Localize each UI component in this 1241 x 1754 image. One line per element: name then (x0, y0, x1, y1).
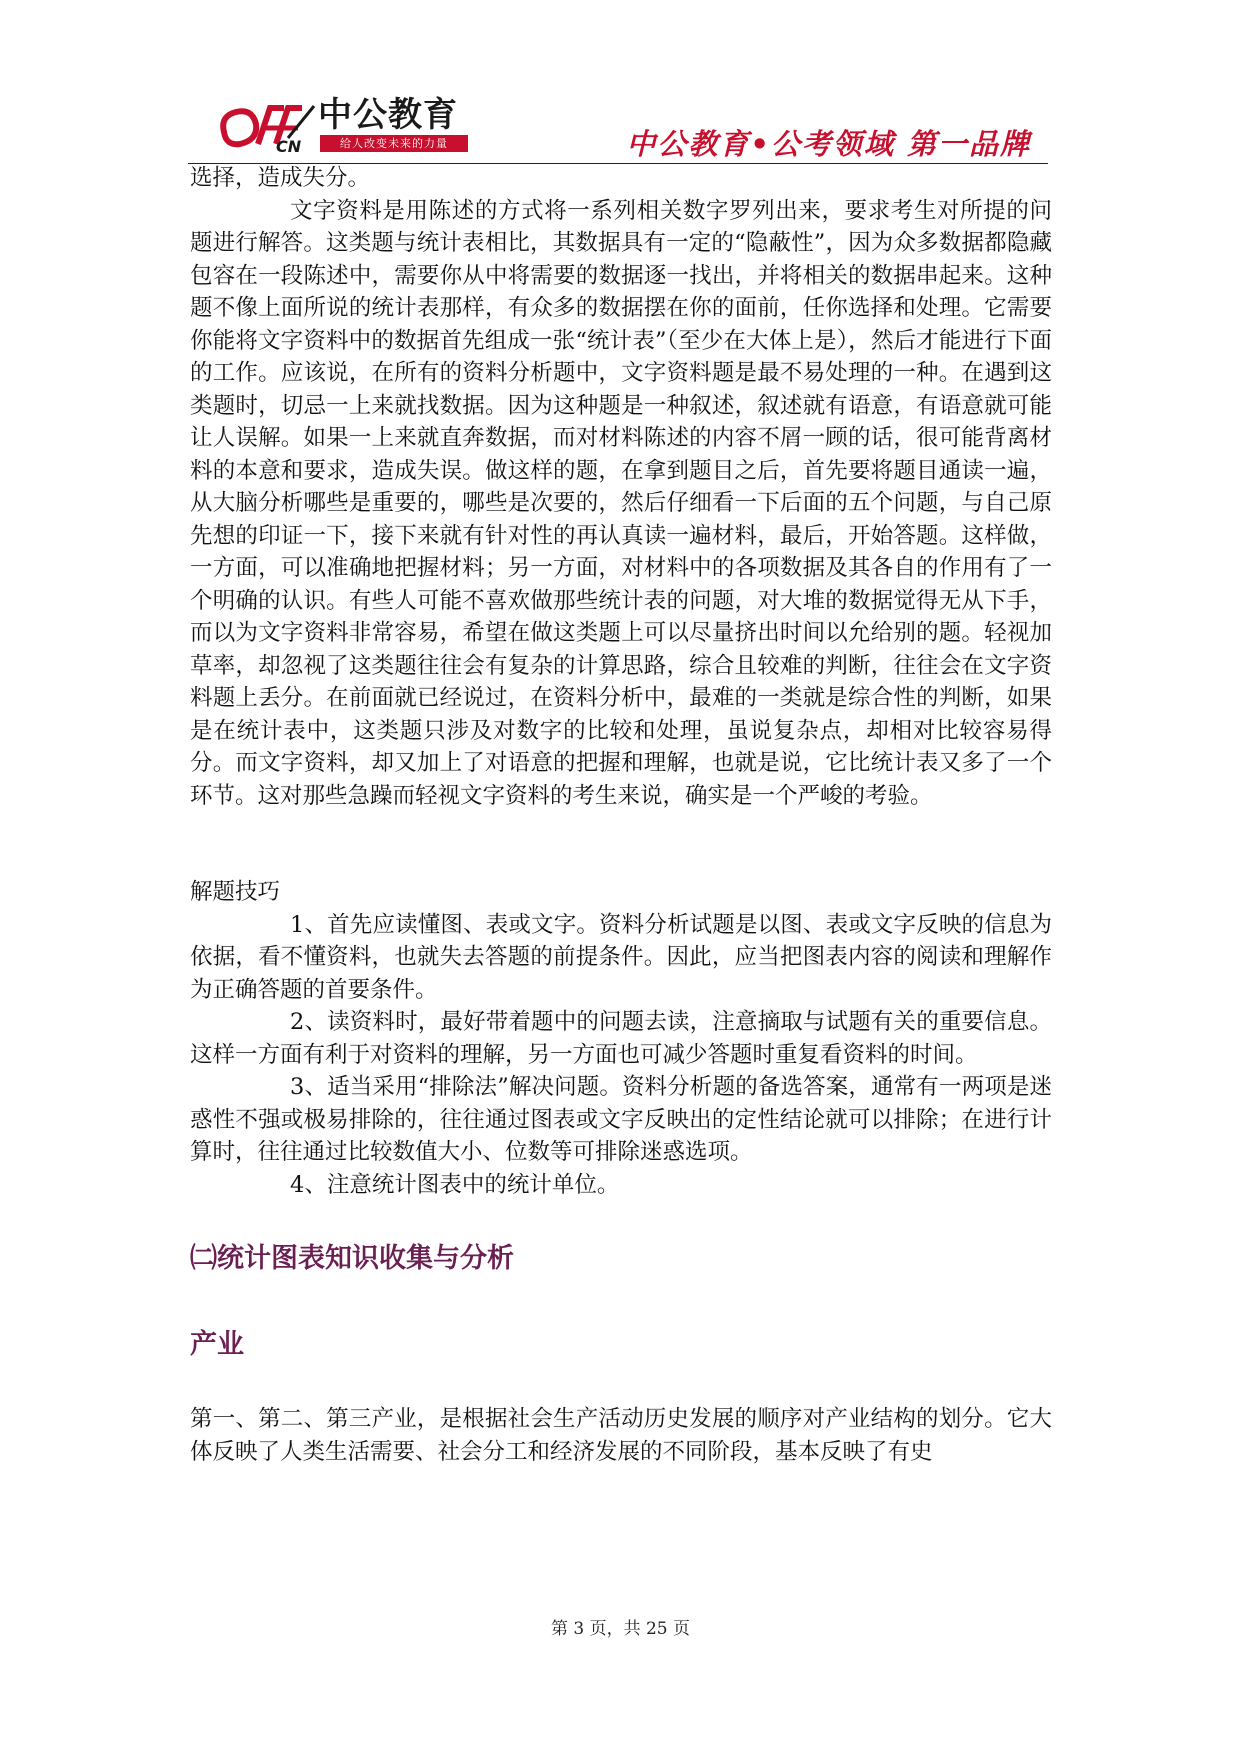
logo-tagline: 给人改变未来的力量 (320, 135, 468, 152)
paragraph-continued: 选择，造成失分。 (190, 165, 371, 191)
subsection-heading: 产业 (190, 1329, 244, 1360)
offcn-logo-icon (218, 98, 318, 154)
spacer (190, 1279, 1052, 1325)
spacer (190, 1201, 1052, 1239)
svg-text:CN: CN (276, 137, 302, 154)
page-number: 第 3 页，共 25 页 (550, 1619, 691, 1639)
paragraph-text-material: 文字资料是用陈述的方式将一系列相关数字罗列出来，要求考生对所提的问题进行解答。这类题与统计表相比，其数据具有一定的“隐蔽性”，因为众多数据都隐藏包容在一段陈述中，需要你从中将需要的数据逐一找出，并将相关的数据串起来。这种题不像上面所说的统计表那样，有众多的数据摆在你的面前，任你选择和处理。它需要你能将文字资料中的数据首先组成一张“统计表”（至少在大体上是），然后才能进行下面的工作。应该说，在所有的资料分析题中，文字资料题是最不易处理的一种。在遇到这类题时，切忌一上来就找数据。因为这种题是一种叙述，叙述就有语意，有语意就可能让人误解。如果一上来就直奔数据，而对材料陈述的内容不屑一顾的话，很可能背离材料的本意和要求，造成失误。做这样的题，在拿到题目之后，首先要将题目通读一遍，从大脑分析哪些是重要的，哪些是次要的，然后仔细看一下后面的五个问题，与自己原先想的印证一下，接下来就有针对性的再认真读一遍材料，最后，开始答题。这样做，一方面，可以准确地把握材料；另一方面，对材料中的各项数据及其各自的作用有了一个明确的认识。有些人可能不喜欢做那些统计表的问题，对大堆的数据觉得无从下手，而以为文字资料非常容易，希望在做这类题上可以尽量挤出时间以允给别的题。轻视加草率，却忽视了这类题往往会有复杂的计算思路，综合且较难的判断，往往会在文字资料题上丢分。在前面就已经说过，在资料分析中，最难的一类就是综合性的判断，如果是在统计表中，这类题只涉及对数字的比较和处理，虽说复杂点，却相对比较容易得分。而文字资料，却又加上了对语意的把握和理解，也就是说，它比统计表又多了一个环节。这对那些急躁而轻视文字资料的考生来说，确实是一个严峻的考验。 (190, 197, 1052, 809)
section-heading: ㈡统计图表知识收集与分析 (190, 1243, 514, 1274)
spacer (190, 1365, 1052, 1403)
logo-text: 中公教育 (318, 95, 458, 135)
spacer (190, 812, 1052, 876)
tip-item-2: 2、读资料时，最好带着题中的问题去读，注意摘取与试题有关的重要信息。这样一方面有利于对资料的理解，另一方面也可减少答题时重复看资料的时间。 (190, 1009, 1052, 1068)
page-header (0, 0, 1241, 170)
tips-title: 解题技巧 (190, 879, 281, 905)
offcn-logo (218, 92, 480, 156)
tip-item-3: 3、适当采用“排除法”解决问题。资料分析题的备选答案，通常有一两项是迷惑性不强或极易排除的，往往通过图表或文字反映出的定性结论就可以排除；在进行计算时，往往通过比较数值大小、位数等可排除迷惑选项。 (190, 1074, 1052, 1165)
page-body (190, 162, 1052, 1468)
paragraph-industry: 第一、第二、第三产业，是根据社会生产活动历史发展的顺序对产业结构的划分。它大体反映了人类生活需要、社会分工和经济发展的不同阶段，基本反映了有史 (190, 1406, 1052, 1465)
header-slogan: 中公教育•公考领域 第一品牌 (626, 127, 1031, 161)
tip-item-1: 1、首先应读懂图、表或文字。资料分析试题是以图、表或文字反映的信息为依据，看不懂资料，也就失去答题的前提条件。因此，应当把图表内容的阅读和理解作为正确答题的首要条件。 (190, 911, 1052, 1003)
tip-item-4: 4、注意统计图表中的统计单位。 (290, 1171, 620, 1198)
